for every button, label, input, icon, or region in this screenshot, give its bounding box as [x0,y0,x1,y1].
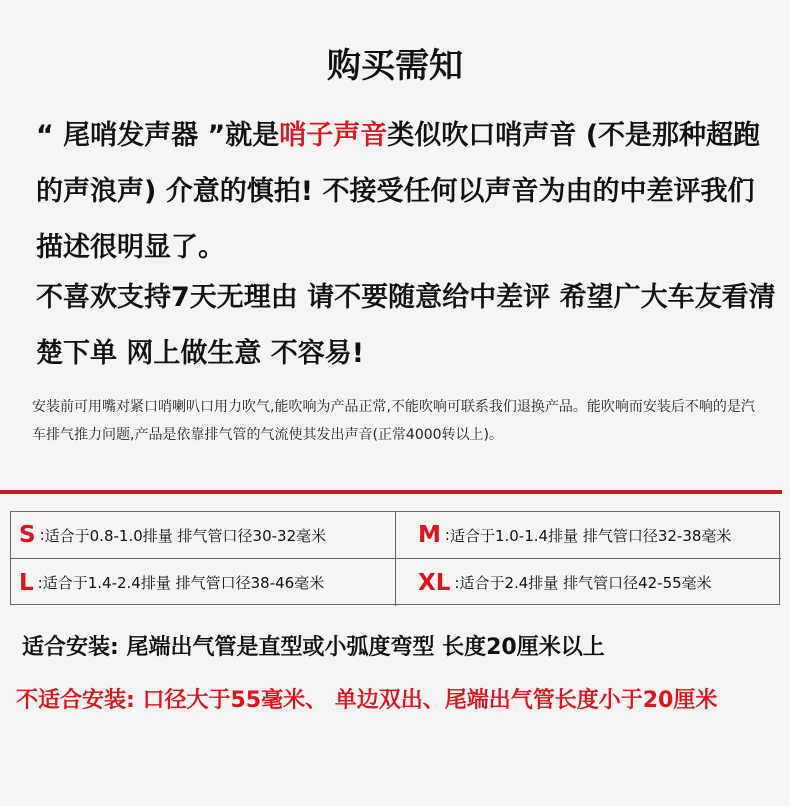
size-cell-s [11,512,396,559]
size-spec: 适合于0.8-1.0排量 排气管口径30-32毫米 [44,526,327,545]
size-spec: 适合于1.0-1.4排量 排气管口径32-38毫米 [449,526,732,545]
size-sep: : [39,526,45,544]
size-sep: : [37,573,43,592]
whistle-sound-highlight: 哨子声音 [279,120,388,151]
size-label: L [19,569,34,596]
size-label: XL [418,569,451,596]
install-note: 安装前可用嘴对紧口哨喇叭口用力吹气,能吹响为产品正常,不能吹响可联系我们退换产品。能吹响而安装后不响的是汽车排气推力问题,产品是依靠排气管的气流使其发出声音(正常4000转以上)。 [32,399,755,443]
intro-paragraph [36,108,776,276]
page-title: 购买需知 [327,46,463,86]
divider-rule [0,490,782,494]
size-sep: : [454,573,460,592]
size-spec: 适合于1.4-2.4排量 排气管口径38-46毫米 [42,574,325,592]
size-spec: 适合于2.4排量 排气管口径42-55毫米 [459,574,712,592]
size-label: M [418,522,441,548]
size-table [10,511,780,605]
size-cell-xl [396,559,781,606]
intro-text-end: 类似吹口哨声音 (不是那种超跑的声浪声) 介意的慎拍! 不接受任何以声音为由的中差评我们描述很明显了。 [36,120,761,263]
fit-requirements: 适合安装: 尾端出气管是直型或小弧度弯型 长度20厘米以上 [22,635,605,660]
size-cell-l [11,559,396,606]
return-policy-paragraph: 不喜欢支持7天无理由 请不要随意给中差评 希望广大车友看清楚下单 网上做生意 不容易! [36,282,776,369]
size-sep: : [444,526,450,544]
unfit-conditions: 不适合安装: 口径大于55毫米、 单边双出、尾端出气管长度小于20厘米 [16,688,718,713]
intro-text-start: “ 尾哨发声器 ”就是 [36,120,280,151]
size-cell-m [396,512,781,559]
size-label: S [19,522,36,548]
